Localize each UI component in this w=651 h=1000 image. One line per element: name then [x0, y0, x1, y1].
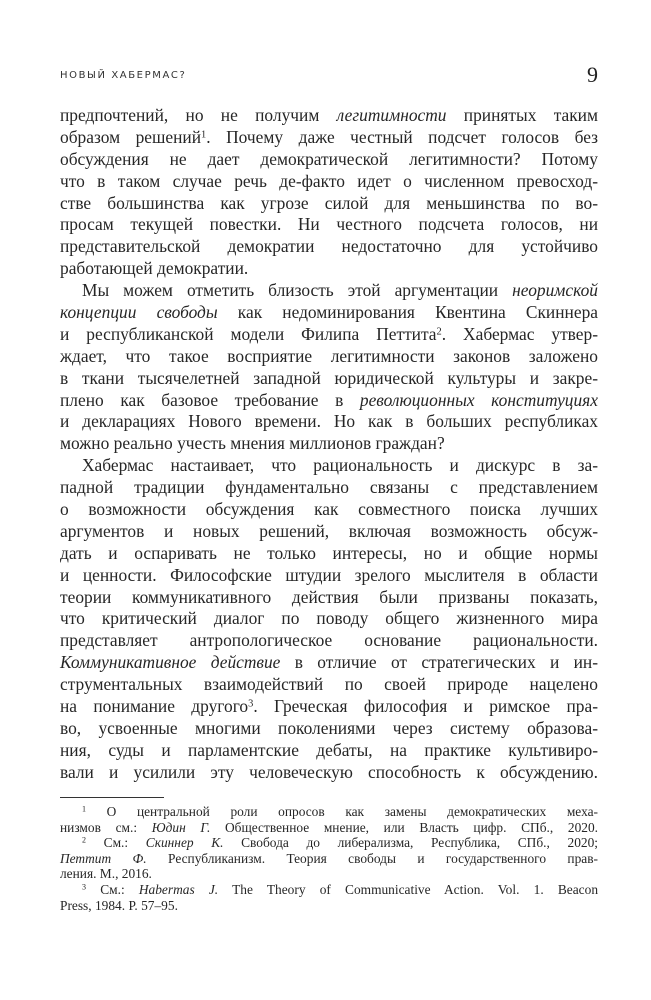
- text-span: ждает, что такое восприятие легитимности законов заложено: [60, 345, 598, 366]
- footnote-ref: 1: [201, 129, 207, 141]
- text-line: [60, 477, 598, 499]
- running-title: НОВЫЙ ХАБЕРМАС?: [60, 70, 187, 81]
- text-span: Press, 1984. P. 57–95.: [60, 897, 178, 913]
- footnote: [60, 804, 598, 835]
- text-span: обсуждения не дает демократической легитимности? Потому: [60, 148, 598, 169]
- italic-text: Скиннер К.: [145, 835, 224, 851]
- text-span: ния, суды и парламентские дебаты, на практике культивиро-: [60, 739, 598, 760]
- text-line: [60, 565, 598, 587]
- text-line: [60, 898, 598, 914]
- text-line: [60, 368, 598, 390]
- text-span: плено как базовое требование в: [60, 389, 360, 410]
- text-span: теории коммуникативного действия были призваны показать,: [60, 586, 598, 607]
- text-line: [60, 324, 598, 346]
- text-span: Республиканизм. Теория свободы и государственного прав-: [146, 850, 599, 866]
- text-span: как недоминирования Квентина Скиннера: [217, 302, 598, 323]
- text-line: [60, 149, 598, 171]
- text-line: [60, 882, 598, 898]
- text-span: струментальных взаимодействий по своей природе нацелено: [60, 674, 598, 695]
- text-span: О центральной роли опросов как замены демократических меха-: [86, 804, 598, 819]
- text-span: падной традиции фундаментально связаны с представлением: [60, 477, 598, 498]
- footnote-ref: 2: [436, 326, 442, 338]
- text-line: [60, 105, 598, 127]
- text-span: . Греческая философия и римское пра-: [253, 696, 598, 717]
- text-span: в ткани тысячелетней западной юридической культуры и закре-: [60, 367, 598, 388]
- text-span: Общественное мнение, или Власть цифр. СПб., 2020.: [210, 819, 599, 835]
- text-line: [60, 587, 598, 609]
- footnote-ref: 3: [82, 882, 87, 892]
- text-line: [60, 258, 598, 280]
- text-span: См.:: [86, 835, 146, 851]
- text-line: [60, 499, 598, 521]
- text-line: [60, 718, 598, 740]
- italic-text: Коммуникативное действие: [60, 652, 281, 673]
- text-span: См.:: [86, 881, 139, 897]
- text-span: дать и оспаривать не только интересы, но и общие нормы: [60, 542, 598, 563]
- text-span: принятых таким: [446, 105, 598, 125]
- text-span: можно реально учесть мнения миллионов граждан?: [60, 433, 445, 454]
- footnote-ref: 2: [82, 835, 87, 845]
- text-span: . Почему даже честный подсчет голосов без: [206, 126, 598, 147]
- text-line: [60, 411, 598, 433]
- footnote-ref: 1: [82, 804, 87, 814]
- text-span: просам текущей повестки. Ни честного подсчета голосов, ни: [60, 214, 598, 235]
- text-span: что критический диалог по поводу общего жизненного мира: [60, 608, 598, 629]
- text-line: [60, 193, 598, 215]
- footnote-ref: 3: [248, 698, 254, 710]
- footnotes: [60, 804, 598, 913]
- body-text: [60, 105, 598, 784]
- italic-text: концепции свободы: [60, 302, 218, 323]
- text-span: о возможности обсуждения как совместного поиска лучших: [60, 499, 598, 520]
- text-span: представляет антропологическое основание рациональности.: [60, 630, 598, 651]
- text-line: [60, 433, 598, 455]
- text-line: [60, 390, 598, 412]
- text-line: [60, 851, 598, 867]
- text-span: Хабермас настаивает, что рациональность и дискурс в за-: [82, 455, 598, 476]
- text-span: аргументов и новых решений, включая возможность обсуж-: [60, 520, 598, 541]
- text-span: низмов см.:: [60, 819, 152, 835]
- text-span: . Хабермас утвер-: [441, 323, 598, 344]
- text-line: [60, 835, 598, 851]
- italic-text: Habermas J.: [138, 881, 219, 897]
- text-line: [60, 762, 598, 784]
- text-span: что в таком случае речь де-факто идет о численном превосход-: [60, 170, 598, 191]
- text-line: [60, 543, 598, 565]
- text-span: в отличие от стратегических и ин-: [280, 652, 598, 673]
- text-line: [60, 740, 598, 762]
- page-number: 9: [587, 62, 598, 87]
- text-line: [60, 866, 598, 882]
- text-line: [60, 280, 598, 302]
- text-span: и декларациях Нового времени. Но как в больших республиках: [60, 411, 598, 432]
- footnote: [60, 835, 598, 882]
- text-span: предпочтений, но не получим: [60, 105, 337, 125]
- text-span: ления. М., 2016.: [60, 866, 152, 882]
- text-span: Мы можем отметить близость этой аргументации: [82, 280, 513, 301]
- text-line: [60, 804, 598, 820]
- text-span: и ценности. Философские штудии зрелого мыслителя в области: [60, 564, 598, 585]
- text-span: вали и усилили эту человеческую способность к обсуждению.: [60, 761, 598, 782]
- text-span: образом решений: [60, 126, 202, 147]
- text-line: [60, 214, 598, 236]
- paragraph: [60, 105, 598, 280]
- text-line: [60, 171, 598, 193]
- text-line: [60, 346, 598, 368]
- footnote: [60, 882, 598, 913]
- text-line: [60, 820, 598, 836]
- text-line: [60, 674, 598, 696]
- text-line: [60, 630, 598, 652]
- text-span: представительской демократии недостаточно для устойчиво: [60, 236, 598, 257]
- text-span: и республиканской модели Филипа Петтита: [60, 323, 437, 344]
- text-span: во, усвоенные многими поколениями через систему образова-: [60, 717, 598, 738]
- text-line: [60, 696, 598, 718]
- text-line: [60, 236, 598, 258]
- italic-text: неоримской: [512, 280, 598, 301]
- footnote-divider: [60, 797, 164, 798]
- text-line: [60, 608, 598, 630]
- text-line: [60, 652, 598, 674]
- italic-text: Юдин Г.: [151, 819, 211, 835]
- text-line: [60, 455, 598, 477]
- italic-text: легитимности: [336, 105, 447, 125]
- text-span: Свобода до либерализма, Республика, СПб., 2020;: [223, 835, 598, 851]
- text-span: работающей демократии.: [60, 258, 249, 279]
- text-span: на понимание другого: [60, 696, 249, 717]
- text-span: The Theory of Communicative Action. Vol. 1. Beacon: [218, 881, 599, 897]
- paragraph: [60, 455, 598, 783]
- italic-text: революционных конституциях: [359, 389, 598, 410]
- text-line: [60, 521, 598, 543]
- text-span: стве большинства как угрозе силой для меньшинства по во-: [60, 192, 598, 213]
- italic-text: Петтит Ф.: [60, 850, 147, 866]
- text-line: [60, 127, 598, 149]
- text-line: [60, 302, 598, 324]
- paragraph: [60, 280, 598, 455]
